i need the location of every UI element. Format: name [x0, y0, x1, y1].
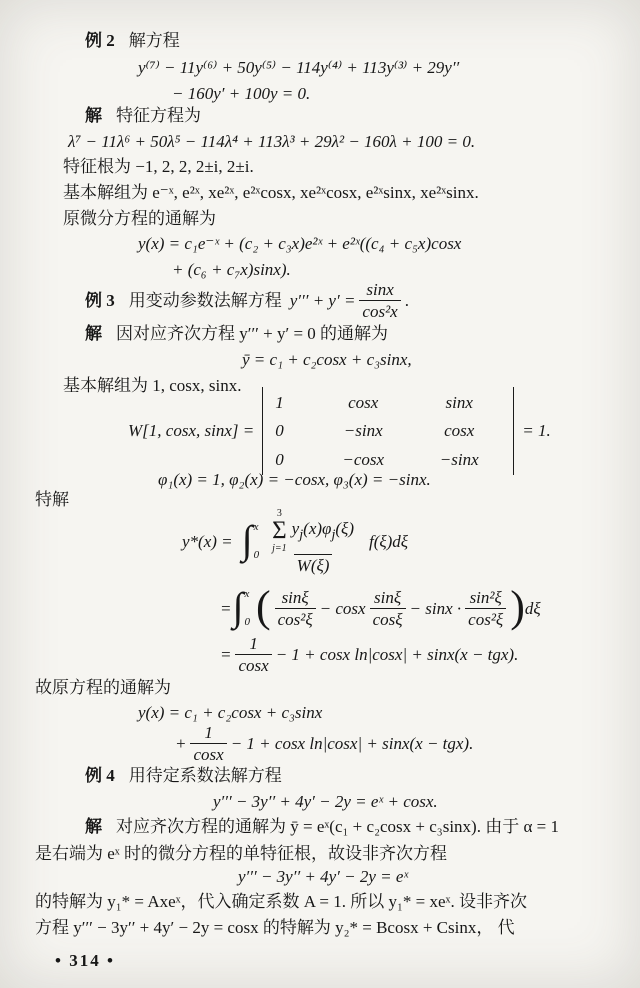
ex2-general-line2: + (c₆ + c₇x)sinx).	[172, 260, 291, 279]
ex2-solution-intro	[85, 105, 201, 126]
ex2-sol-intro-text: 特征方程为	[116, 106, 201, 125]
ex3-step2	[220, 584, 541, 634]
ex3-phi-line: φ₁(x) = 1, φ₂(x) = −cosx, φ₃(x) = −sinx.	[158, 470, 431, 489]
sum-upper-limit: 3	[276, 508, 282, 520]
step2-fraction1: $\frac{\sin\xi}{\text{cos²ξ}}$	[275, 589, 316, 629]
step3-rest: − 1 + cosx ln|cosx| + sinx(x − tgx).	[275, 645, 519, 665]
ex3-title-math: y′′′ + y′ =	[289, 291, 356, 311]
ystar-fraction	[269, 508, 357, 575]
ex3-title-end: .	[404, 291, 409, 311]
plus-sign: +	[175, 734, 187, 754]
ex2-heading	[85, 30, 180, 51]
wronskian-lhs: W[1, cosx, sinx] =	[128, 421, 255, 441]
matrix-cell: 0	[275, 421, 284, 441]
ex3-title: 用变动参数法解方程	[128, 291, 282, 311]
ex4-solution-line3: 的特解为 y₁* = Axeˣ，代入确定系数 A = 1. 所以 y₁* = xeˣ. 设非齐次	[35, 892, 527, 911]
matrix-cell: −sinx	[343, 421, 383, 441]
fraction-denominator: cos²x	[359, 300, 400, 322]
matrix-cell: cosx	[444, 421, 475, 441]
wronskian-rhs: = 1.	[522, 421, 551, 441]
ex4-equation2: y′′′ − 3y′′ + 4y′ − 2y = eˣ	[238, 867, 409, 886]
ex2-sol-label: 解	[85, 106, 102, 125]
step2-fraction3: $\frac{\text{sin²ξ}}{\text{cos²ξ}}$	[465, 589, 506, 629]
integral-sign	[232, 584, 254, 630]
ex3-general-line2	[175, 724, 473, 764]
matrix-cell: −sinx	[439, 449, 479, 469]
ystar-lhs: y*(x) =	[182, 532, 233, 552]
ex4-solution-line4: 方程 y′′′ − 3y′′ + 4y′ − 2y = cosx 的特解为 y₂* = Bcosx + Csinx， 代	[35, 918, 515, 937]
ex3-general-intro: 故原方程的通解为	[35, 678, 171, 697]
matrix-cell: sinx	[445, 393, 473, 413]
matrix-cell: cosx	[348, 393, 379, 413]
ex3-general-line1: y(x) = c₁ + c₂cosx + c₃sinx	[138, 703, 323, 722]
ex2-characteristic-equation: λ⁷ − 11λ⁶ + 50λ⁵ − 114λ⁴ + 113λ³ + 29λ² − 160λ + 100 = 0.	[68, 132, 476, 151]
step2-operator2: − sinx ·	[409, 599, 462, 619]
ex2-equation-line2: − 160y′ + 100y = 0.	[172, 84, 311, 103]
page-number: • 314 •	[55, 951, 115, 970]
integral-upper-limit: x	[253, 521, 259, 533]
fraction-numerator: sinx	[366, 280, 394, 299]
step3-fraction: $\frac{1}{\cos x}$	[235, 635, 271, 675]
ex3-heading	[85, 281, 409, 321]
open-paren: (	[255, 582, 271, 632]
ystar-denominator: W(ξ)	[294, 554, 333, 576]
ex2-label: 例 2	[85, 31, 115, 50]
ex3-sol-intro-text: 因对应齐次方程 y′′′ + y′ = 0 的通解为	[116, 324, 389, 343]
ex4-solution-line2: 是右端为 eˣ 时的微分方程的单特征根，故设非齐次方程	[35, 844, 447, 863]
integral-upper-limit: x	[244, 588, 250, 600]
integral-glyph: ∫	[241, 517, 253, 562]
sum-lower-limit: j=1	[272, 543, 287, 555]
sigma-glyph: Σ	[272, 517, 287, 545]
ex3-label: 例 3	[85, 291, 115, 311]
ex3-ystar-formula	[182, 505, 408, 579]
ex3-title-fraction	[359, 281, 400, 321]
integral-lower-limit: 0	[244, 616, 250, 629]
step2-operator1: − cosx	[319, 599, 366, 619]
ex2-general-line1: y(x) = c₁e⁻ˣ + (c₂ + c₃x)e²ˣ + e²ˣ((c₄ + c₅x)cosx	[138, 234, 462, 253]
ex3-homogeneous-solution: ȳ = c₁ + c₂cosx + c₃sinx,	[242, 350, 412, 369]
ex4-title: 用待定系数法解方程	[128, 766, 282, 785]
integral-sign	[241, 517, 264, 563]
general-line2-rest: − 1 + cosx ln|cosx| + sinx(x − tgx).	[230, 734, 474, 754]
ystar-tail: f(ξ)dξ	[368, 532, 409, 552]
equals-sign: =	[220, 599, 232, 619]
equals-sign: =	[220, 645, 232, 665]
sum-body: $y_j(x)\varphi_j(\xi)$	[291, 518, 354, 543]
general-fraction: $\frac{1}{\cos x}$	[190, 724, 226, 764]
matrix-cell: 0	[275, 449, 284, 469]
close-paren: )	[510, 582, 525, 632]
matrix-cell: −cosx	[342, 449, 385, 469]
ex3-basis: 基本解组为 1, cosx, sinx.	[63, 376, 242, 395]
integral-glyph: ∫	[232, 584, 244, 629]
ex2-general-intro: 原微分方程的通解为	[63, 209, 216, 228]
matrix-cell: 1	[275, 393, 284, 413]
ex2-title: 解方程	[128, 31, 180, 50]
ex4-sol-line1-text: 对应齐次方程的通解为 ȳ = eˣ(c₁ + c₂cosx + c₃sinx). 由于 α = 1	[116, 817, 559, 836]
ex2-basis: 基本解组为 e⁻ˣ, e²ˣ, xe²ˣ, e²ˣcosx, xe²ˣcosx, e²ˣsinx, xe²ˣsinx.	[63, 183, 479, 202]
step2-tail: dξ	[524, 599, 541, 619]
ex2-roots: 特征根为 −1, 2, 2, 2±i, 2±i.	[63, 157, 254, 176]
ex2-equation-line1: y⁽⁷⁾ − 11y⁽⁶⁾ + 50y⁽⁵⁾ − 114y⁽⁴⁾ + 113y⁽³⁾ + 29y′′	[138, 58, 460, 77]
ex3-particular-label: 特解	[35, 490, 69, 509]
wronskian-determinant	[262, 387, 514, 475]
integral-lower-limit: 0	[253, 549, 260, 562]
ex4-sol-label: 解	[85, 817, 102, 836]
ex3-solution-intro	[85, 323, 388, 344]
summation-sign	[272, 508, 287, 554]
ex3-wronskian	[128, 393, 551, 469]
ex4-heading	[85, 765, 282, 786]
ex4-label: 例 4	[85, 766, 115, 785]
ex4-solution-line1	[85, 816, 559, 837]
step2-fraction2: $\frac{\sin\xi}{\cos\xi}$	[370, 589, 406, 629]
ex4-equation1: y′′′ − 3y′′ + 4y′ − 2y = eˣ + cosx.	[213, 792, 438, 811]
ex3-step3	[220, 633, 519, 675]
ex3-sol-label: 解	[85, 324, 102, 343]
